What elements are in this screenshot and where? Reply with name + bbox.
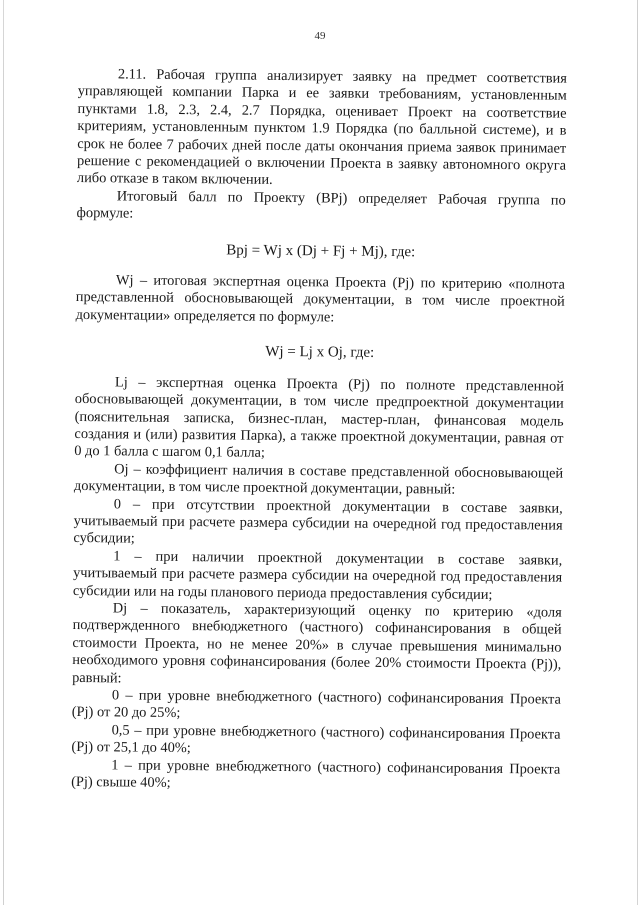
paragraph-2-11: 2.11. Рабочая группа анализирует заявку на предмет соответствия управляющей компании Парка и ее заявки требованиям, установленным пунктами 1.8, 2.3, 2.4, 2.7 Порядка, оценивает Проект на соответствие критериям, установленным пунктом 1.9 Порядка (по балльной системе), и в срок не более 7 рабочих дней после даты окончания приема заявок принимает решение с рекомендацией о включении Проекта в заявку автономного округа либо отказе в таком включении.: [76, 66, 567, 189]
document-body: [71, 66, 567, 796]
formula-wj: Wj = Lj x Oj, где:: [265, 344, 375, 362]
scan-edge-right: [637, 0, 638, 905]
formula-bpj: Bpj = Wj x (Dj + Fj + Mj), где:: [226, 242, 416, 260]
page-number: 49: [314, 30, 326, 42]
paragraph-dj-definition: Dj – показатель, характеризующий оценку по критерию «доля подтвержденного внебюджетного (частного) софинансирования в общей стоимости Проекта, но не менее 20%» в случае превышения минимально необходимого уровня софинансирования (более 20% стоимости Проекта (Pj)), равный:: [72, 600, 562, 687]
paragraph-dj-value-0-5: 0,5 – при уровне внебюджетного (частного) софинансирования Проекта (Pj) от 25,1 до 40%;: [71, 722, 561, 757]
paragraph-oj-definition: Oj – коэффициент наличия в составе представленной обосновывающей документации, в том числе проектной документации, равный:: [73, 461, 564, 498]
paragraph-dj-value-0: 0 – при уровне внебюджетного (частного) софинансирования Проекта (Pj) от 20 до 25%;: [71, 687, 562, 722]
paragraph-dj-value-1: 1 – при уровне внебюджетного (частного) софинансирования Проекта (Pj) свыше 40%;: [71, 756, 561, 791]
paragraph-lj-definition: Lj – экспертная оценка Проекта (Pj) по полноте представленной обосновывающей документации, в том числе предпроектной документации (пояснительная записка, бизнес-план, мастер-план, финансовая модель создания и (или) развития Парка), а также проектной документации, равная от 0 до 1 балла с шагом 0,1 балла;: [74, 374, 565, 462]
scan-edge-left: [3, 0, 4, 905]
paragraph-oj-value-0: 0 – при отсутствии проектной документации в составе заявки, учитываемый при расчете размера субсидии на очередной год предоставления субсидии;: [73, 495, 563, 547]
paragraph-oj-value-1: 1 – при наличии проектной документации в составе заявки, учитываемый при расчете размера субсидии на очередной год предоставления субсидии или на годы планового периода предоставления субсидии;: [72, 548, 563, 603]
paragraph-total-score: Итоговый балл по Проекту (BPj) определяет Рабочая группа по формуле:: [76, 188, 566, 222]
paragraph-wj-definition: Wj – итоговая экспертная оценка Проекта (Pj) по критерию «полнота представленной обосновывающей документации, в том числе проектной документации» определяется по формуле:: [75, 272, 565, 326]
